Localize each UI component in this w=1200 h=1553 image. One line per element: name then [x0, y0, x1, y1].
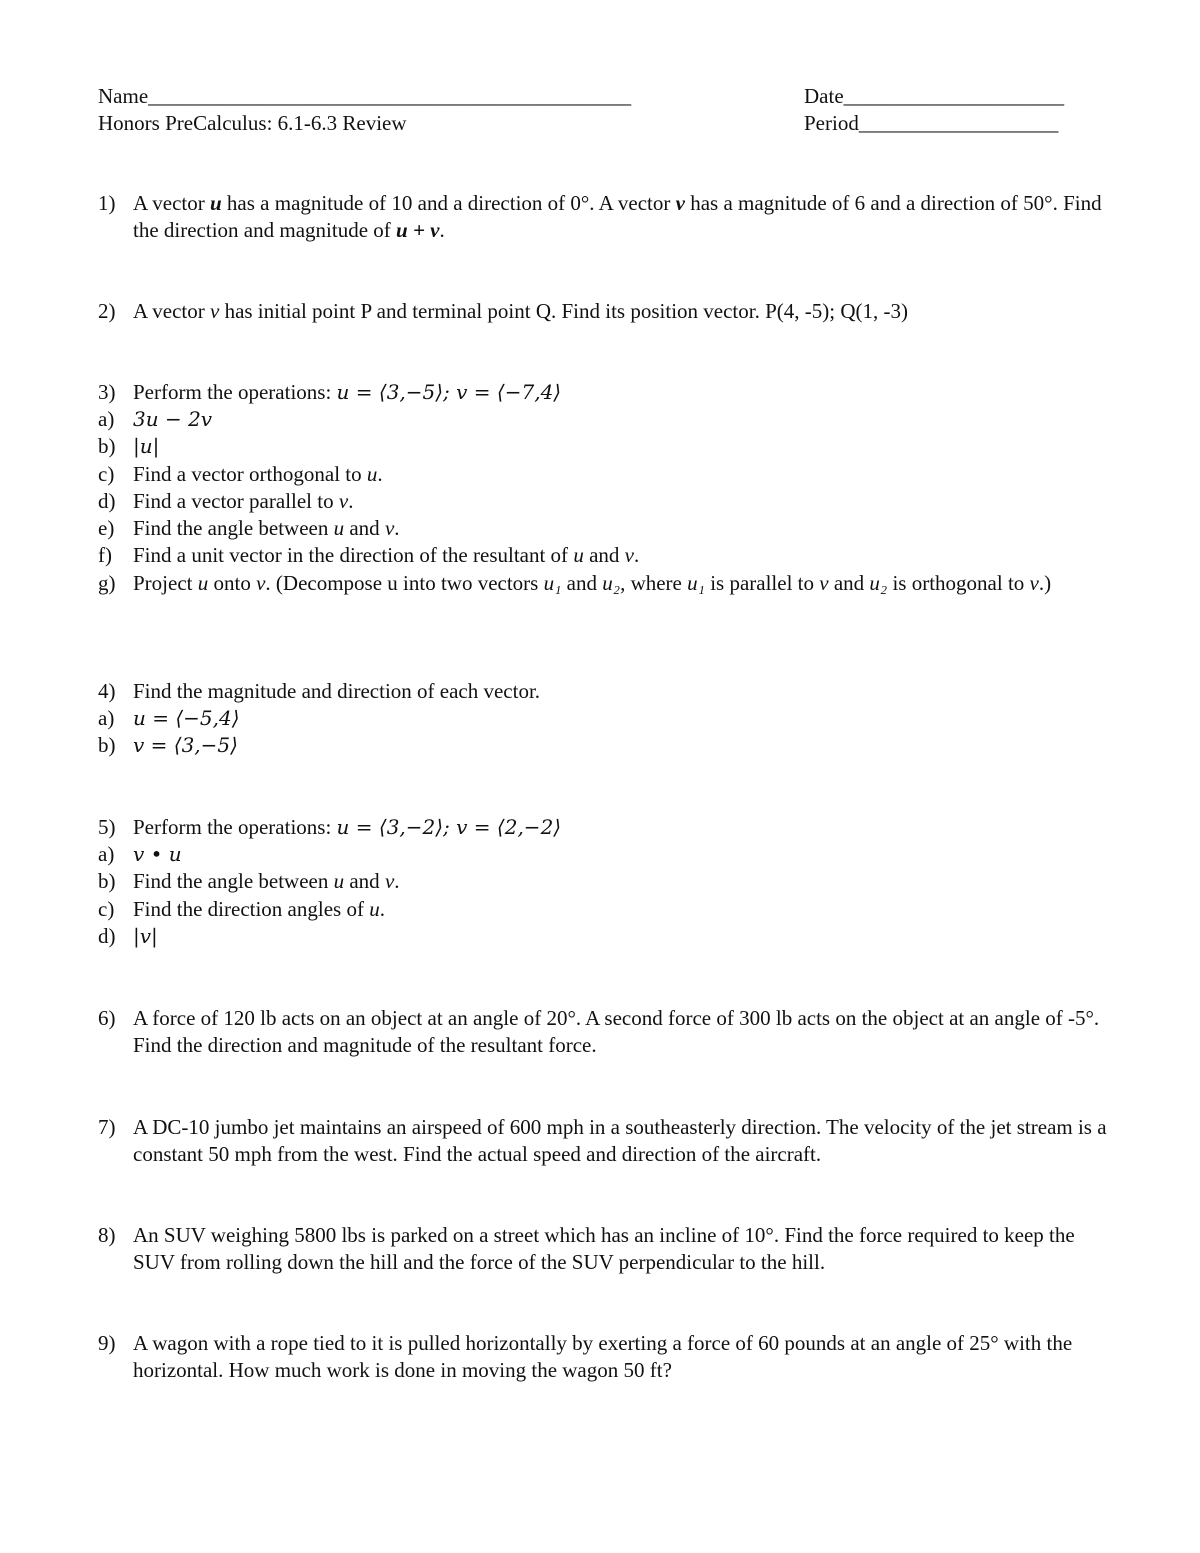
question-7 [98, 1114, 1108, 1168]
part-g: g) Project u onto v. (Decompose u into two vectors u₁ and u₂, where u₁ is parallel to v and u₂ is orthogonal to v.) [98, 570, 1052, 595]
question-5 [98, 814, 1108, 950]
question-number: 7) [98, 1115, 116, 1139]
question-number: 1) [98, 191, 116, 215]
part-a: a) 3u − 2v [98, 407, 213, 431]
date-line: _____________________ [843, 84, 1065, 108]
question-text: A vector u has a magnitude of 10 and a direction of 0°. A vector v has a magnitude of 6 and a direction of 50°. Find the direction and magnitude of u + v. [133, 191, 1102, 242]
question-6 [98, 1005, 1108, 1059]
vector-definitions: u = ⟨3,−5⟩; v = ⟨−7,4⟩ [336, 380, 562, 404]
part-d: d) |v| [98, 923, 158, 948]
part-c: c) Find a vector orthogonal to u. [98, 461, 383, 486]
question-text: A DC-10 jumbo jet maintains an airspeed of 600 mph in a southeasterly direction. The velocity of the jet stream is a constant 50 mph from the west. Find the actual speed and direction of the aircraft. [133, 1115, 1107, 1166]
part-f: f) Find a unit vector in the direction of the resultant of u and v. [98, 543, 640, 568]
question-text: Perform the operations: u = ⟨3,−5⟩; v = ⟨−7,4⟩ [133, 380, 562, 404]
question-2 [98, 298, 1108, 325]
part-c: c) Find the direction angles of u. [98, 896, 385, 921]
question-number: 8) [98, 1223, 116, 1247]
question-9 [98, 1330, 1108, 1384]
question-4 [98, 678, 1108, 760]
question-number: 2) [98, 299, 116, 323]
question-text: A force of 120 lb acts on an object at an angle of 20°. A second force of 300 lb acts on the object at an angle of -5°. Find the direction and magnitude of the resultant force. [133, 1006, 1100, 1057]
part-b: b) v = ⟨3,−5⟩ [98, 733, 238, 758]
part-b: b) Find the angle between u and v. [98, 869, 400, 894]
period-field [804, 110, 1058, 137]
question-number: 6) [98, 1006, 116, 1030]
question-text: An SUV weighing 5800 lbs is parked on a street which has an incline of 10°. Find the force required to keep the SUV from rolling down the hill and the force of the SUV perpendicular to the hill. [133, 1223, 1075, 1274]
name-label: Name [98, 84, 149, 108]
question-text: A wagon with a rope tied to it is pulled horizontally by exerting a force of 60 pounds at an angle of 25° with the horizontal. How much work is done in moving the wagon 50 ft? [133, 1331, 1073, 1382]
vector-definitions: u = ⟨3,−2⟩; v = ⟨2,−2⟩ [336, 815, 562, 839]
question-number: 9) [98, 1331, 116, 1355]
course-title: Honors PreCalculus: 6.1-6.3 Review [98, 111, 407, 135]
part-a: a) v • u [98, 842, 182, 866]
question-8 [98, 1222, 1108, 1276]
part-d: d) Find a vector parallel to v. [98, 488, 354, 513]
date-field [804, 83, 1064, 110]
period-line: ___________________ [858, 111, 1059, 135]
name-field [98, 83, 631, 110]
question-number: 3) [98, 380, 116, 404]
question-text: Find the magnitude and direction of each vector. [133, 679, 541, 703]
question-number: 4) [98, 679, 116, 703]
question-number: 5) [98, 815, 116, 839]
question-3 [98, 379, 1108, 597]
name-line: ______________________________________________ [148, 84, 632, 108]
period-label: Period [804, 111, 859, 135]
part-a: a) u = ⟨−5,4⟩ [98, 706, 240, 730]
date-label: Date [804, 84, 844, 108]
question-text: A vector v has initial point P and terminal point Q. Find its position vector. P(4, -5); Q(1, -3) [133, 299, 908, 323]
question-1 [98, 190, 1108, 244]
question-text: Perform the operations: u = ⟨3,−2⟩; v = ⟨2,−2⟩ [133, 815, 562, 839]
part-b: b) |u| [98, 434, 160, 459]
part-e: e) Find the angle between u and v. [98, 516, 400, 541]
